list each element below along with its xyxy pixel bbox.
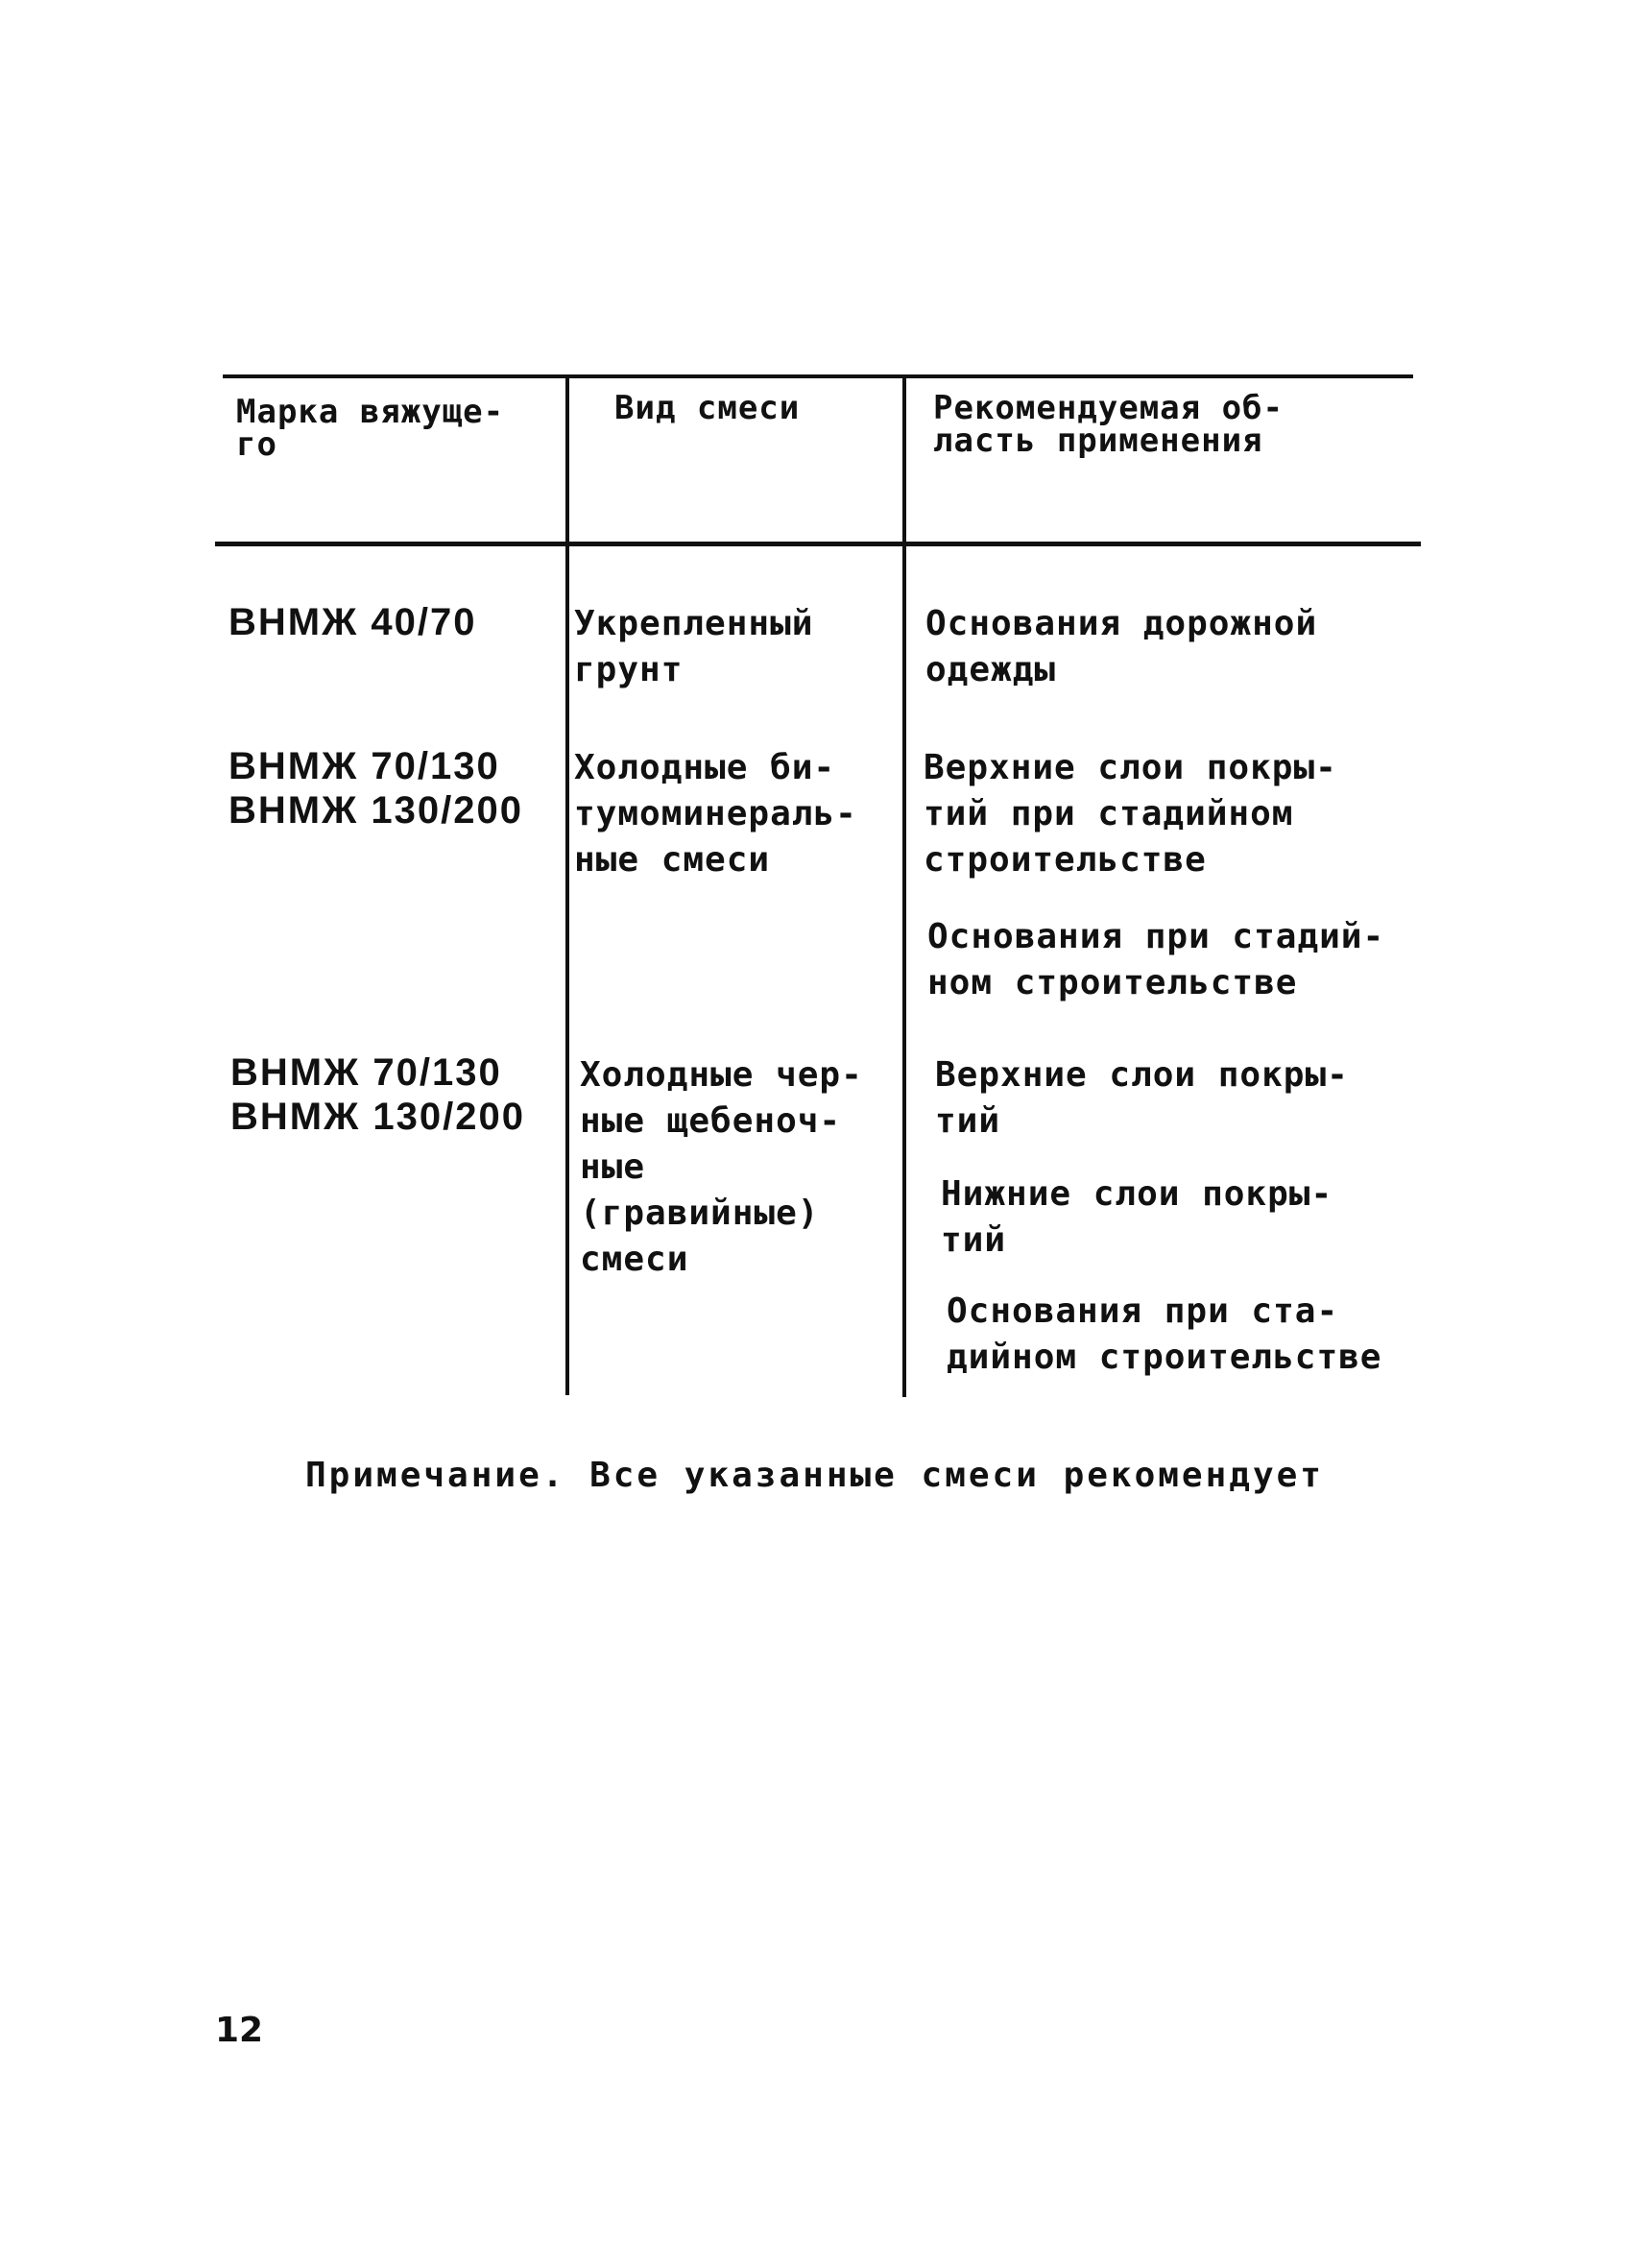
row3-mix-type: Холодные чер- ные щебеноч- ные (гравийные) смеси [580,1055,863,1279]
row3-application-3: Основания при ста- дийном строительстве [947,1291,1382,1377]
row1-mix-type: Укрепленный грунт [574,604,814,689]
row2-application-2: Основания при стадий- ном строительстве [927,917,1385,1002]
row3-binder-grades: ВНМЖ 70/130 ВНМЖ 130/200 [230,1051,525,1138]
header-mix-type: Вид смеси [614,389,801,427]
row2-application-1: Верхние слои покры- тий при стадийном строительстве [924,748,1337,880]
row1-binder-grades: ВНМЖ 40/70 [228,601,477,643]
row3-application-1: Верхние слои покры- тий [935,1055,1349,1141]
row1-application-1: Основания дорожной одежды [925,604,1318,689]
header-binder-grade: Марка вяжуще- го [236,393,505,464]
table-note: Примечание. Все указанные смеси рекомендует [305,1456,1324,1495]
row2-binder-grades: ВНМЖ 70/130 ВНМЖ 130/200 [228,745,523,832]
row2-mix-type: Холодные би- тумоминераль- ные смеси [574,748,857,880]
header-application-area: Рекомендуемая об- ласть применения [933,389,1284,460]
page-number: 12 [215,2011,264,2050]
table-top-rule [223,374,1413,378]
row3-application-2: Нижние слои покры- тий [941,1174,1333,1260]
table-header-rule [215,542,1421,546]
column-divider-1 [565,377,569,1395]
